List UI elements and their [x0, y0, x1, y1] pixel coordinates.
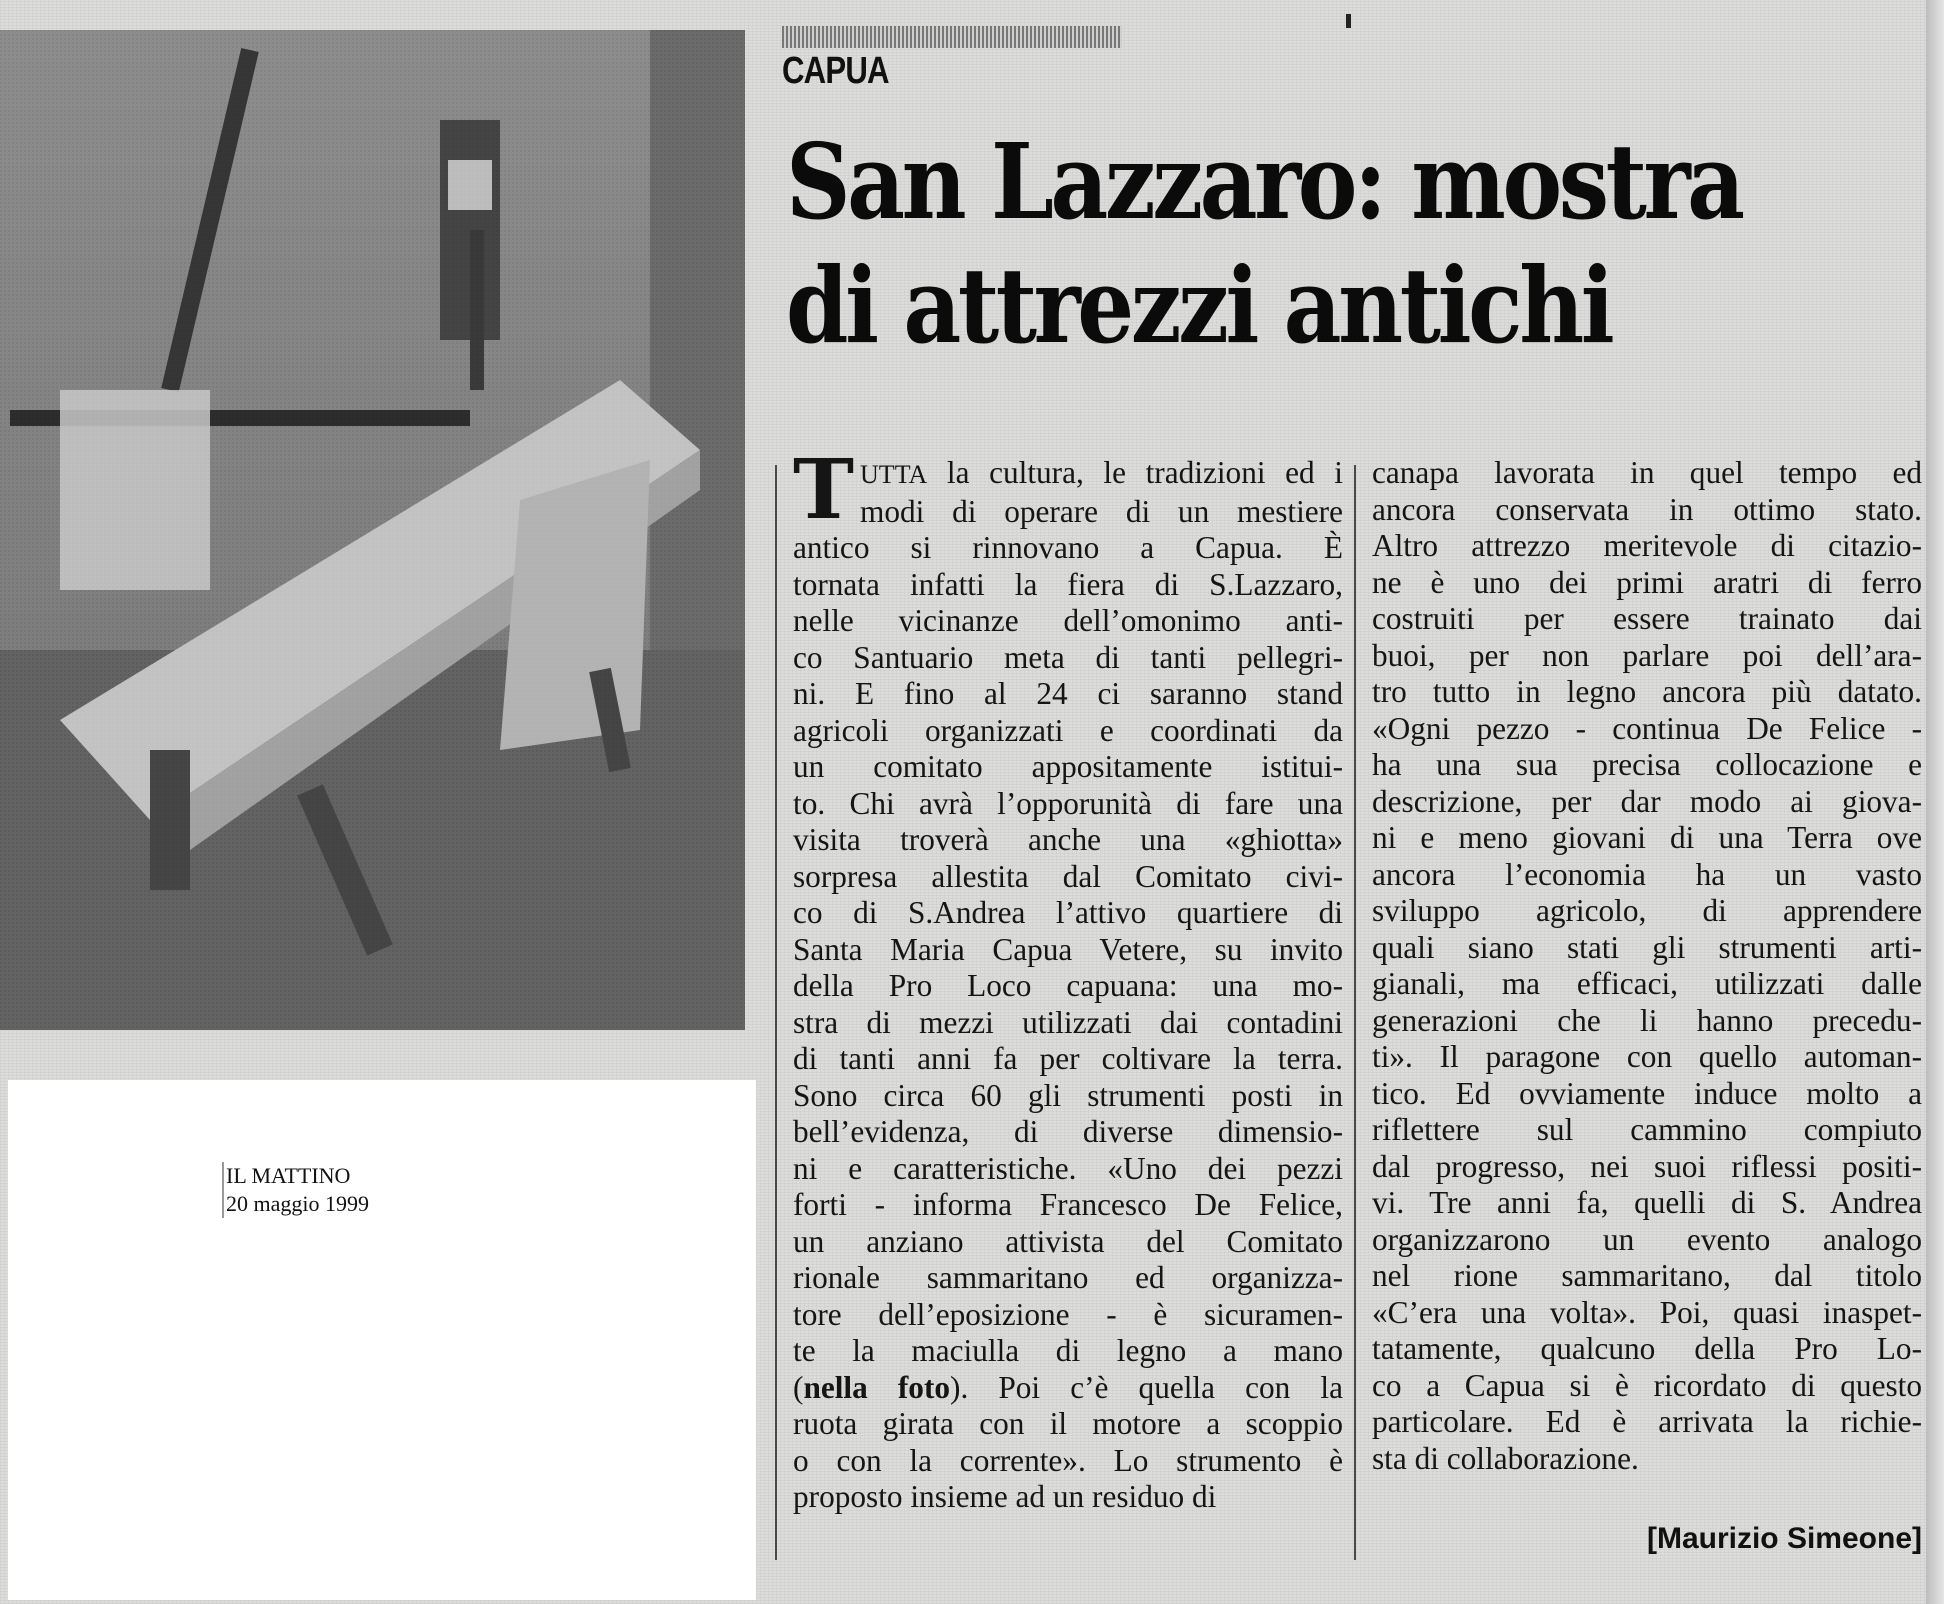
headline-line-1: San Lazzaro: mostra	[786, 120, 1742, 243]
text-line: quali siano stati gli strumenti arti-	[1372, 929, 1922, 965]
text-line: «C’era una volta». Poi, quasi inaspet-	[1372, 1294, 1922, 1330]
text-line: (nella foto). Poi c’è quella con la	[793, 1369, 1343, 1405]
text-line: ancora l’economia ha un vasto	[1372, 856, 1922, 892]
dropcap: T	[793, 442, 855, 538]
text-line: ne è uno dei primi aratri di ferro	[1372, 564, 1922, 600]
headline	[786, 120, 1906, 368]
maciulla-photo-illustration	[0, 30, 745, 1030]
caption-box	[8, 1080, 756, 1600]
text-line: co di S.Andrea l’attivo quartiere di	[793, 895, 1343, 930]
text-line: proposto insieme ad un residuo di	[793, 1479, 1217, 1514]
source-note	[222, 1162, 369, 1218]
column-rule-left	[775, 465, 777, 1560]
text-line: tore dell’eposizione - è sicuramen-	[793, 1296, 1343, 1332]
text-line: ni. E fino al 24 ci saranno stand	[793, 676, 1343, 711]
text-line: costruiti per essere trainato dai	[1372, 601, 1922, 636]
text-line: forti - informa Francesco De Felice,	[793, 1187, 1343, 1222]
text-line: dal progresso, nei suoi riflessi positi-	[1372, 1148, 1922, 1184]
photo-reference: nella foto	[803, 1369, 951, 1405]
kicker-bar	[782, 26, 1122, 48]
text-line: riflettere sul cammino compiuto	[1372, 1112, 1922, 1147]
kicker: CAPUA	[782, 50, 889, 92]
text-line: ni e meno giovani di una Terra ove	[1372, 820, 1922, 855]
scan-edge	[1926, 0, 1944, 1604]
text-line: «Ogni pezzo - continua De Felice -	[1372, 710, 1922, 746]
text-line: tro tutto in legno ancora più datato.	[1372, 674, 1922, 709]
text-line: ti». Il paragone con quello automan-	[1372, 1039, 1922, 1074]
text-line: UTTA la cultura, le tradizioni ed i	[860, 455, 1343, 490]
text-line: un comitato appositamente istitui-	[793, 749, 1343, 784]
source-paper: IL MATTINO	[226, 1163, 351, 1188]
text-line: to. Chi avrà l’opporunità di fare una	[793, 785, 1343, 821]
text-line: tornata infatti la fiera di S.Lazzaro,	[793, 566, 1343, 602]
text-line: sviluppo agricolo, di apprendere	[1372, 893, 1922, 928]
text-line: sorpresa allestita dal Comitato civi-	[793, 858, 1343, 894]
text-line: ha una sua precisa collocazione e	[1372, 747, 1922, 782]
article-column-2	[1372, 455, 1922, 1477]
text-line: o con la corrente». Lo strumento è	[793, 1442, 1343, 1478]
text-line: generazioni che li hanno precedu-	[1372, 1002, 1922, 1038]
text-line: te la maciulla di legno a mano	[793, 1333, 1343, 1368]
text-line: particolare. Ed è arrivata la richie-	[1372, 1404, 1922, 1439]
text-line: ruota girata con il motore a scoppio	[793, 1406, 1343, 1441]
text-line: nel rione sammaritano, dal titolo	[1372, 1258, 1922, 1293]
text-line: co a Capua si è ricordato di questo	[1372, 1367, 1922, 1403]
text-line: visita troverà anche una «ghiotta»	[793, 822, 1343, 857]
article-column-1	[793, 442, 1343, 1516]
headline-line-2: di attrezzi antichi	[786, 244, 1612, 367]
text-line: Sono circa 60 gli strumenti posti in	[793, 1077, 1343, 1113]
text-line: stra di mezzi utilizzati dai contadini	[793, 1004, 1343, 1040]
text-line: ancora conservata in ottimo stato.	[1372, 491, 1922, 527]
text-line: agricoli organizzati e coordinati da	[793, 712, 1343, 748]
text-line: Altro attrezzo meritevole di citazio-	[1372, 528, 1922, 563]
source-date: 20 maggio 1999	[226, 1191, 369, 1216]
text-line: gianali, ma efficaci, utilizzati dalle	[1372, 966, 1922, 1001]
text-line: co Santuario meta di tanti pellegri-	[793, 639, 1343, 675]
text-line: vi. Tre anni fa, quelli di S. Andrea	[1372, 1185, 1922, 1220]
print-mark	[1346, 14, 1351, 28]
text-line: rionale sammaritano ed organizza-	[793, 1260, 1343, 1295]
text-line: tico. Ed ovviamente induce molto a	[1372, 1075, 1922, 1111]
text-line: della Pro Loco capuana: una mo-	[793, 968, 1343, 1003]
text-line: ni e caratteristiche. «Uno dei pezzi	[793, 1150, 1343, 1186]
text-line: descrizione, per dar modo ai giova-	[1372, 783, 1922, 819]
text-line: di tanti anni fa per coltivare la terra.	[793, 1041, 1343, 1076]
text-line: bell’evidenza, di diverse dimensio-	[793, 1114, 1343, 1149]
text-line: modi di operare di un mestiere	[860, 493, 1343, 529]
text-line: Santa Maria Capua Vetere, su invito	[793, 931, 1343, 967]
text-line: un anziano attivista del Comitato	[793, 1223, 1343, 1259]
text-line: sta di collaborazione.	[1372, 1440, 1639, 1476]
byline: [Maurizio Simeone]	[1646, 1522, 1922, 1555]
text-line: organizzarono un evento analogo	[1372, 1221, 1922, 1257]
text-line: buoi, per non parlare poi dell’ara-	[1372, 637, 1922, 673]
article-photo	[0, 30, 745, 1030]
text-line: canapa lavorata in quel tempo ed	[1372, 455, 1922, 490]
text-line: antico si rinnovano a Capua. È	[793, 530, 1343, 565]
text-line: tatamente, qualcuno della Pro Lo-	[1372, 1331, 1922, 1366]
column-rule	[1354, 465, 1356, 1560]
lead-smallcaps: UTTA	[860, 460, 928, 489]
text-line: nelle vicinanze dell’omonimo anti-	[793, 603, 1343, 638]
